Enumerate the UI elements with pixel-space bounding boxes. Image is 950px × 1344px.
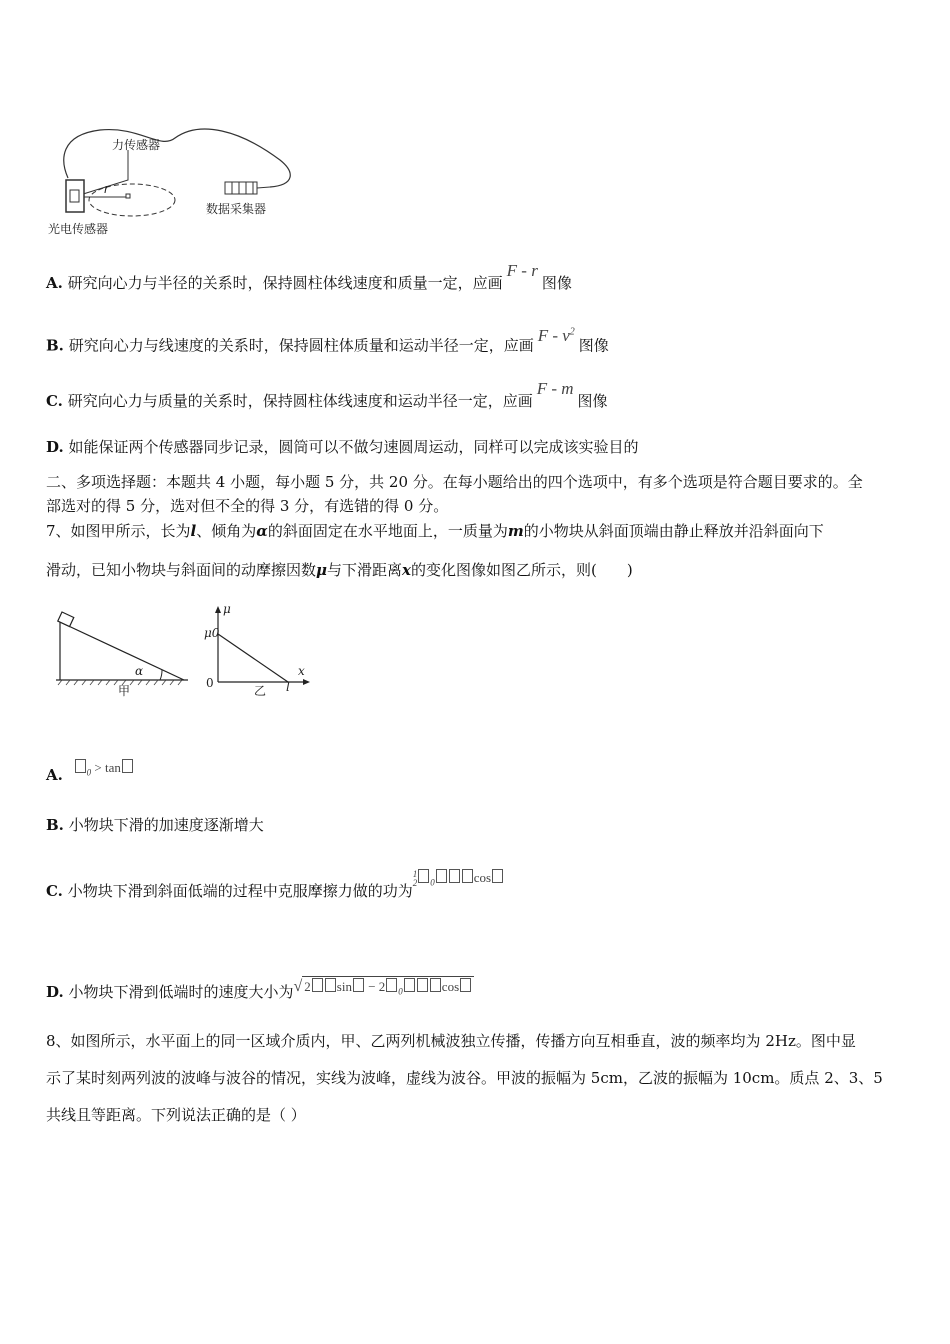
q8-line3: 共线且等距离。下列说法正确的是（ ） [46, 1106, 306, 1124]
photo-sensor-label: 光电传感器 [48, 222, 109, 236]
section2-line2: 部选对的得 5 分，选对但不全的得 3 分，有选错的得 0 分。 [46, 497, 449, 515]
mu-x-graph [200, 604, 320, 700]
q7-option-c: C. 小物块下滑到斜面低端的过程中克服摩擦力做的功为1 2 $_0$ cos [46, 881, 504, 907]
q6-option-b: B. 研究向心力与线速度的关系时，保持圆柱体质量和运动半径一定，应画F - $v^2$图像 [46, 325, 609, 355]
apparatus-figure [40, 120, 300, 240]
section2-line1: 二、多项选择题：本题共 4 小题，每小题 5 分，共 20 分。在每小题给出的四个选项中，有多个选项是符合题目要求的。全 [46, 473, 863, 491]
incline-figure [52, 608, 192, 700]
q7-option-d: D. 小物块下滑到低端时的速度大小为√ 2 sin − 2 $_0$ cos [46, 982, 474, 1008]
axis-mu0-label: μ0 [204, 626, 220, 640]
q7-option-a: A. $_0$ > tan [46, 765, 134, 791]
figure-jia-label: 甲 [118, 684, 131, 698]
formula-friction-work: 1 2 $_0$ cos [413, 870, 504, 885]
q8-line1: 8、如图所示，水平面上的同一区域介质内，甲、乙两列机械波独立传播，传播方向互相垂直，波的频率均为 2Hz。图中显 [46, 1032, 856, 1050]
formula-f-r: F - r [506, 261, 538, 280]
force-sensor-label: 力传感器 [112, 138, 161, 152]
axis-x-label: x [298, 664, 305, 678]
axis-mu-label: μ [223, 602, 231, 616]
q6-option-d: D. 如能保证两个传感器同步记录，圆筒可以不做匀速圆周运动，同样可以完成该实验目的 [46, 438, 639, 456]
formula-f-v2: F - $v^2$ [537, 325, 575, 345]
axis-origin-label: 0 [206, 676, 214, 690]
q6-option-a: A. 研究向心力与半径的关系时，保持圆柱体线速度和质量一定，应画F - r图像 [46, 261, 572, 292]
angle-alpha-label: α [135, 664, 144, 678]
q8-line2: 示了某时刻两列波的波峰与波谷的情况，实线为波峰，虚线为波谷。甲波的振幅为 5cm，乙波的振幅为 10cm。质点 2、3、5 [46, 1069, 883, 1087]
data-collector-label: 数据采集器 [206, 202, 267, 216]
q7-stem-line1: 7、如图甲所示，长为l、倾角为α的斜面固定在水平地面上，一质量为m的小物块从斜面顶端由静止释放并沿斜面向下 [46, 522, 824, 540]
q6-option-c: C. 研究向心力与质量的关系时，保持圆柱体线速度和运动半径一定，应画F - m图像 [46, 379, 608, 410]
q7-stem-line2: 滑动，已知小物块与斜面间的动摩擦因数μ与下滑距离x的变化图像如图乙所示，则( ) [46, 561, 633, 579]
radius-label: r [104, 182, 109, 196]
axis-l-label: l [286, 680, 290, 694]
formula-velocity: √ 2 sin − 2 $_0$ cos [294, 979, 475, 994]
q7-option-b: B. 小物块下滑的加速度逐渐增大 [46, 816, 264, 834]
formula-f-m: F - m [536, 379, 574, 398]
formula-mu0-gt-tan: $_0$ > tan [74, 760, 134, 775]
figure-yi-label: 乙 [254, 684, 267, 698]
